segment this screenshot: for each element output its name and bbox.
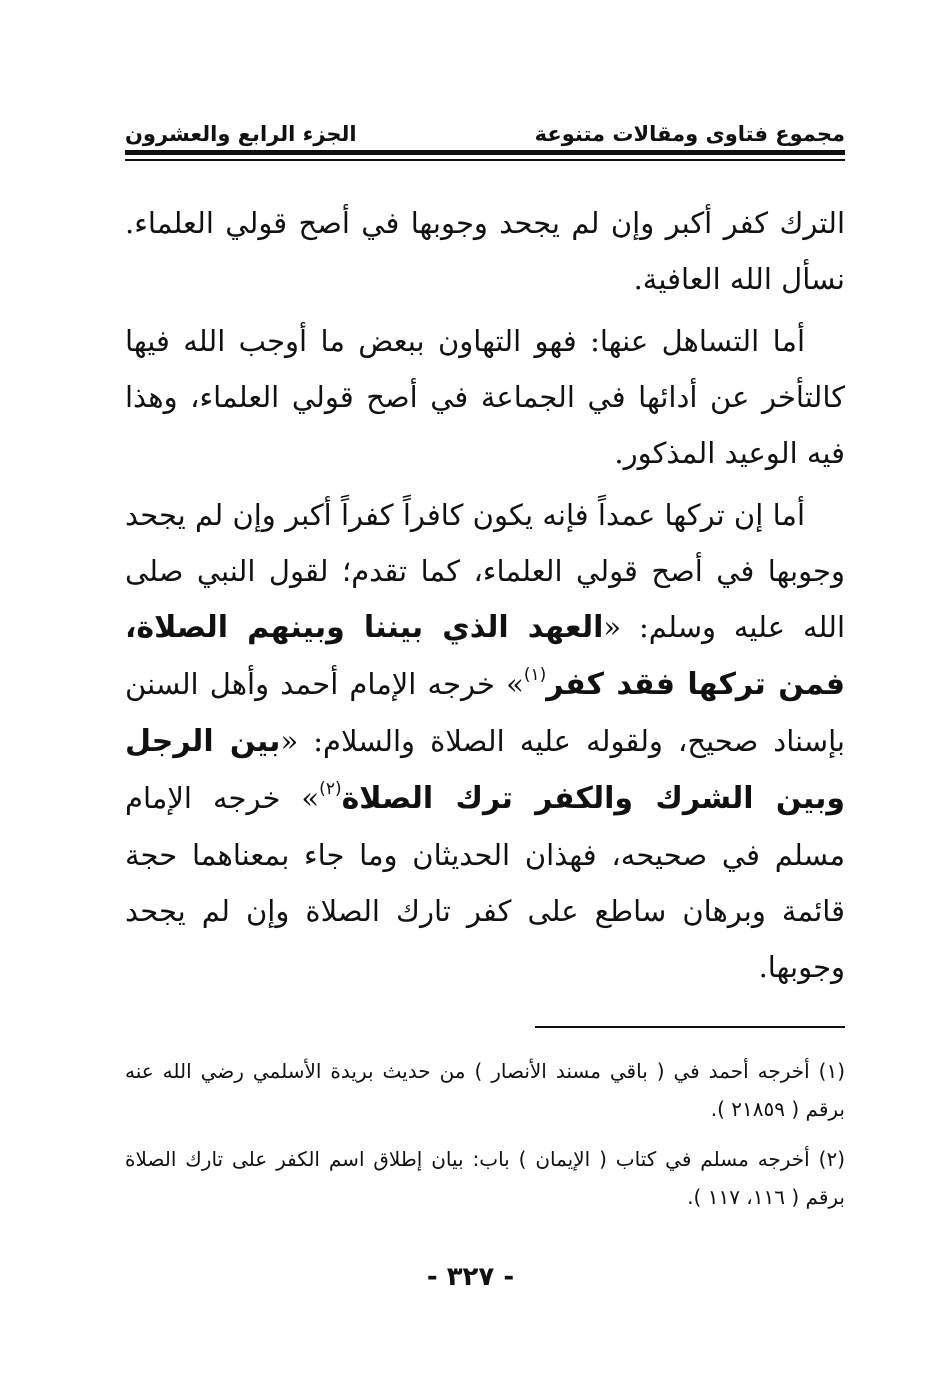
footnote-2: (٢) أخرجه مسلم في كتاب ( الإيمان ) باب: بيان إطلاق اسم الكفر على تارك الصلاة برقم ( ١١٦، ١١٧ ). (125, 1147, 845, 1209)
paragraph-3 (125, 487, 845, 995)
page-number: - ٣٢٧ - (426, 1262, 515, 1292)
paragraph-3-part-b: » خرجه الإمام أحمد وأهل السنن بإسناد صحيح، ولقوله عليه الصلاة والسلام: « (125, 667, 845, 758)
hadith-quote-1: العهد الذي بيننا وبينهم الصلاة، فمن تركها فقد كفر (125, 610, 845, 702)
footnote-ref-1[interactable]: (١) (523, 665, 547, 685)
hadith-quote-2: بين الرجل وبين الشرك والكفر ترك الصلاة (125, 724, 845, 816)
header-rule-thin (125, 159, 845, 161)
footnote-1: (١) أخرجه أحمد في ( باقي مسند الأنصار ) من حديث بريدة الأسلمي رضي الله عنه برقم ( ٢١٨٥٩ ). (125, 1059, 845, 1121)
main-text (125, 195, 845, 1001)
footnotes (125, 1052, 845, 1228)
volume-label: الجزء الرابع والعشرون (125, 122, 357, 146)
paragraph-1: الترك كفر أكبر وإن لم يجحد وجوبها في أصح قولي العلماء. نسأل الله العافية. (125, 206, 845, 296)
footnote-separator (535, 1026, 845, 1028)
paragraph-3-part-c: » خرجه الإمام مسلم في صحيحه، فهذان الحديثان وما جاء بمعناهما حجة قائمة وبرهان ساطع على كفر تارك الصلاة وإن لم يجحد وجوبها. (125, 781, 845, 984)
footnote-ref-2[interactable]: (٢) (319, 779, 342, 799)
paragraph-3-part-a: أما إن تركها عمداً فإنه يكون كافراً كفراً أكبر وإن لم يجحد وجوبها في أصح قولي العلماء، كما تقدم؛ لقول النبي صلى الله عليه وسلم: « (125, 498, 845, 644)
paragraph-2: أما التساهل عنها: فهو التهاون ببعض ما أوجب الله فيها كالتأخر عن أدائها في الجماعة في أصح قولي العلماء، وهذا فيه الوعيد المذكور. (125, 324, 845, 470)
header-rule-thick (125, 150, 845, 155)
book-title: مجموع فتاوى ومقالات متنوعة (534, 122, 845, 146)
running-header (125, 110, 845, 146)
